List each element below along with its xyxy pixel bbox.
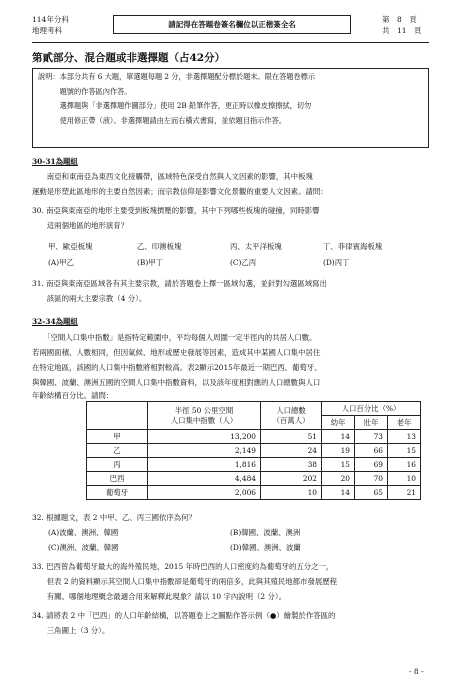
row-index: 2,006	[148, 486, 261, 500]
table-header-index	[148, 402, 261, 430]
q30-item: 甲、歐亞板塊	[48, 242, 93, 251]
instruction-line: 說明：本部分共有 6 大題，單選題每題 2 分，非選擇題配分標於題末。限在答題卷標示	[38, 72, 316, 81]
row-name: 巴西	[87, 472, 148, 486]
total-pages-label: 共 11 頁	[382, 26, 422, 35]
table-row	[87, 430, 421, 444]
question-group-heading: 32-34為題組	[32, 317, 78, 326]
page-number: - 8 -	[409, 667, 424, 676]
row-adult: 73	[355, 430, 388, 444]
passage-line: 若兩國面積、人數相同，但因氣候、地形或歷史發展等因素，造成其中某國人口集中居住	[32, 348, 321, 357]
passage-line: 年齡結構百分比。請問：	[32, 391, 114, 400]
passage-line: 與韓國、波蘭、澳洲五國的空間人口集中指數資料，以及該年度相對應的人口總數與人口	[32, 378, 321, 387]
exam-year: 114年分科	[32, 15, 69, 24]
row-old: 21	[388, 486, 421, 500]
question-group-heading: 30-31為題組	[32, 157, 78, 166]
section-title: 第貳部分、混合題或非選擇題（占42分）	[32, 52, 226, 64]
row-pop: 10	[261, 486, 322, 500]
row-young: 15	[322, 458, 355, 472]
row-adult: 66	[355, 444, 388, 458]
row-pop: 202	[261, 472, 322, 486]
row-old: 15	[388, 444, 421, 458]
q30-option-b[interactable]: (B)甲丁	[137, 258, 163, 267]
question-33-stem: 但表 2 的資料顯示其空間人口集中指數卻是葡萄牙的兩倍多，此與其殖民地都市發展歷程	[32, 577, 338, 586]
question-30-stem: 這兩個地區的地形演育？	[32, 221, 129, 230]
table-row	[87, 472, 421, 486]
q30-item: 乙、印澳板塊	[137, 242, 182, 251]
row-name: 丙	[87, 458, 148, 472]
row-young: 14	[322, 430, 355, 444]
table-header-age: 人口百分比（%）	[322, 402, 421, 416]
row-name: 乙	[87, 444, 148, 458]
instructions-box	[32, 68, 429, 148]
header-line: （百萬人）	[272, 415, 310, 425]
row-name: 甲	[87, 430, 148, 444]
question-33-stem: 33. 巴西曾為葡萄牙最大的海外殖民地，2015 年時巴西的人口密度約為葡萄牙的五分之一，	[32, 562, 334, 571]
instruction-line: 題號的作答區內作答。	[38, 86, 132, 96]
row-adult: 65	[355, 486, 388, 500]
row-index: 1,816	[148, 458, 261, 472]
row-young: 14	[322, 486, 355, 500]
question-34-stem: 34. 請將表 2 中「巴西」的人口年齡結構，以答題卷上之圖點作答示例（●）繪製於作答區的	[32, 611, 336, 620]
table-row	[87, 458, 421, 472]
instruction-line: 選擇題與「非選擇題作圖部分」使用 2B 鉛筆作答，更正時以橡皮擦擦拭，切勿	[38, 101, 312, 110]
row-name: 葡萄牙	[87, 486, 148, 500]
header-line: 半徑 50 公里空間	[174, 405, 234, 415]
row-young: 19	[322, 444, 355, 458]
row-index: 4,484	[148, 472, 261, 486]
table-row	[87, 444, 421, 458]
table-header-pop	[261, 402, 322, 430]
passage-line: 南亞和東南亞為東西文化接觸帶，區域特色深受自然與人文因素的影響，其中板塊	[32, 172, 313, 181]
question-34-stem: 三角圖上（3 分）。	[32, 626, 110, 635]
passage-line: 在特定地區，該國的人口集中指數將相對較高。表2顯示2015年最近一期巴西、葡萄牙、	[32, 363, 322, 372]
passage-line: 運動是形塑此區地形的主要自然因素；而宗教信仰是影響文化景觀的重要人文因素。請問：	[32, 187, 328, 196]
header-line: 人口集中指數（人）	[170, 415, 238, 425]
question-30-stem: 30. 南亞與東南亞的地形主要受到板塊擠壓的影響，其中下列哪些板塊的碰撞，同時影響	[32, 206, 320, 215]
row-pop: 38	[261, 458, 322, 472]
q30-option-a[interactable]: (A)甲乙	[48, 258, 74, 267]
row-index: 13,200	[148, 430, 261, 444]
row-young: 20	[322, 472, 355, 486]
question-33-stem: 有關。哪個地理概念最適合用來解釋此現象？請以 10 字內說明（2 分）。	[32, 592, 286, 601]
table-header-row	[87, 402, 421, 416]
subheader-old: 老年	[388, 416, 421, 430]
subject-name: 地理考科	[32, 26, 62, 35]
row-old: 10	[388, 472, 421, 486]
q30-item: 丙、太平洋板塊	[230, 242, 282, 251]
q30-option-d[interactable]: (D)丙丁	[323, 258, 350, 267]
subheader-young: 幼年	[322, 416, 355, 430]
row-adult: 69	[355, 458, 388, 472]
row-pop: 51	[261, 430, 322, 444]
q32-option-d[interactable]: (D)韓國、澳洲、波蘭	[230, 543, 301, 552]
q30-item: 丁、菲律賓海板塊	[323, 242, 383, 251]
population-table	[86, 401, 421, 500]
page-label: 第 8 頁	[382, 15, 417, 24]
row-pop: 24	[261, 444, 322, 458]
q32-option-b[interactable]: (B)韓國、波蘭、澳洲	[230, 528, 301, 537]
q32-option-a[interactable]: (A)波蘭、澳洲、韓國	[48, 528, 119, 537]
header-line: 人口總數	[276, 405, 306, 415]
table-corner-cell	[87, 402, 148, 430]
signature-notice: 請記得在答題卷簽名欄位以正楷簽全名	[113, 15, 351, 34]
question-31-stem: 該區的兩大主要宗教（4 分）。	[32, 294, 147, 303]
row-old: 13	[388, 430, 421, 444]
row-adult: 70	[355, 472, 388, 486]
q32-option-c[interactable]: (C)澳洲、波蘭、韓國	[48, 543, 119, 552]
instruction-line: 使用修正帶（液）。非選擇題請由左而右橫式書寫，並依題目指示作答。	[38, 115, 286, 125]
subheader-adult: 壯年	[355, 416, 388, 430]
question-32-stem: 32. 根據題文，表 2 中甲、乙、丙三國依序為何？	[32, 513, 196, 522]
row-index: 2,149	[148, 444, 261, 458]
header-divider	[32, 42, 429, 43]
table-row	[87, 486, 421, 500]
q30-option-c[interactable]: (C)乙丙	[230, 258, 257, 267]
passage-line: 「空間人口集中指數」是指特定範圍中，平均每個人周圍一定半徑內的共居人口數。	[32, 333, 317, 342]
question-31-stem: 31. 南亞與東南亞區域各有其主要宗教，請於答題卷上擇一區域勾選，並針對勾選區域寫出	[32, 279, 327, 288]
row-old: 16	[388, 458, 421, 472]
